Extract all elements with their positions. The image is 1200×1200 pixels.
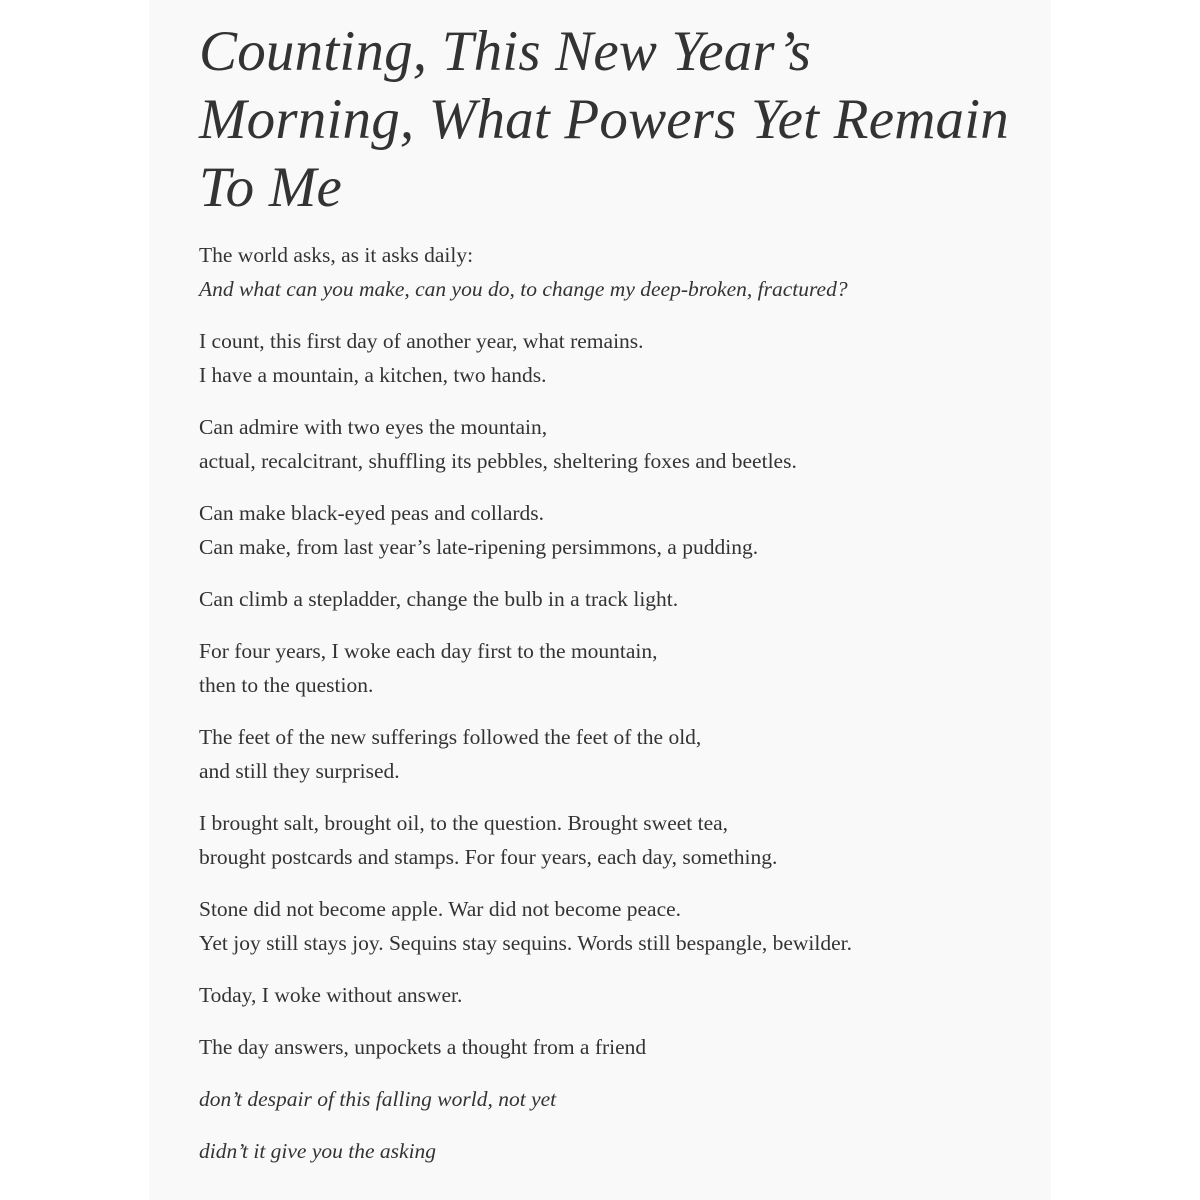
stanza-1: [199, 238, 1019, 306]
stanza-7: [199, 720, 1019, 788]
poem-line: brought postcards and stamps. For four years, each day, something.: [199, 845, 778, 869]
poem-line-italic: don’t despair of this falling world, not yet: [199, 1087, 557, 1111]
poem-line: Today, I woke without answer.: [199, 983, 463, 1007]
poem-line: Can make black-eyed peas and collards.: [199, 501, 545, 525]
poem-line: The world asks, as it asks daily:: [199, 243, 474, 267]
stanza-9: [199, 892, 1019, 960]
stanza-2: [199, 324, 1019, 392]
poem-line: For four years, I woke each day first to the mountain,: [199, 639, 658, 663]
stanza-8: [199, 806, 1019, 874]
stanza-11: [199, 1030, 1019, 1064]
stanza-3: [199, 410, 1019, 478]
poem-line-italic: And what can you make, can you do, to change my deep-broken, fractured?: [199, 277, 848, 301]
poem-line: Can climb a stepladder, change the bulb in a track light.: [199, 587, 679, 611]
poem-line: I count, this first day of another year, what remains.: [199, 329, 644, 353]
poem-title: Counting, This New Year’s Morning, What Powers Yet Remain To Me: [199, 20, 1009, 219]
poem-line: Can make, from last year’s late-ripening persimmons, a pudding.: [199, 535, 759, 559]
poem-line: then to the question.: [199, 673, 374, 697]
stanza-10: [199, 978, 1019, 1012]
poem-line: and still they surprised.: [199, 759, 400, 783]
poem-line: The day answers, unpockets a thought from a friend: [199, 1035, 647, 1059]
poem-line: I have a mountain, a kitchen, two hands.: [199, 363, 547, 387]
stanza-13: [199, 1134, 1019, 1168]
poem-line-italic: didn’t it give you the asking: [199, 1139, 437, 1163]
stanza-4: [199, 496, 1019, 564]
poem-line: actual, recalcitrant, shuffling its pebbles, sheltering foxes and beetles.: [199, 449, 797, 473]
poem-content: [199, 18, 1019, 1186]
stanza-12: [199, 1082, 1019, 1116]
stanza-5: [199, 582, 1019, 616]
poem-page: [149, 0, 1051, 1200]
poem-line: I brought salt, brought oil, to the question. Brought sweet tea,: [199, 811, 729, 835]
poem-line: Can admire with two eyes the mountain,: [199, 415, 548, 439]
poem-line: Yet joy still stays joy. Sequins stay sequins. Words still bespangle, bewilder.: [199, 931, 853, 955]
poem-line: The feet of the new sufferings followed the feet of the old,: [199, 725, 702, 749]
stanza-6: [199, 634, 1019, 702]
poem-line: Stone did not become apple. War did not become peace.: [199, 897, 682, 921]
